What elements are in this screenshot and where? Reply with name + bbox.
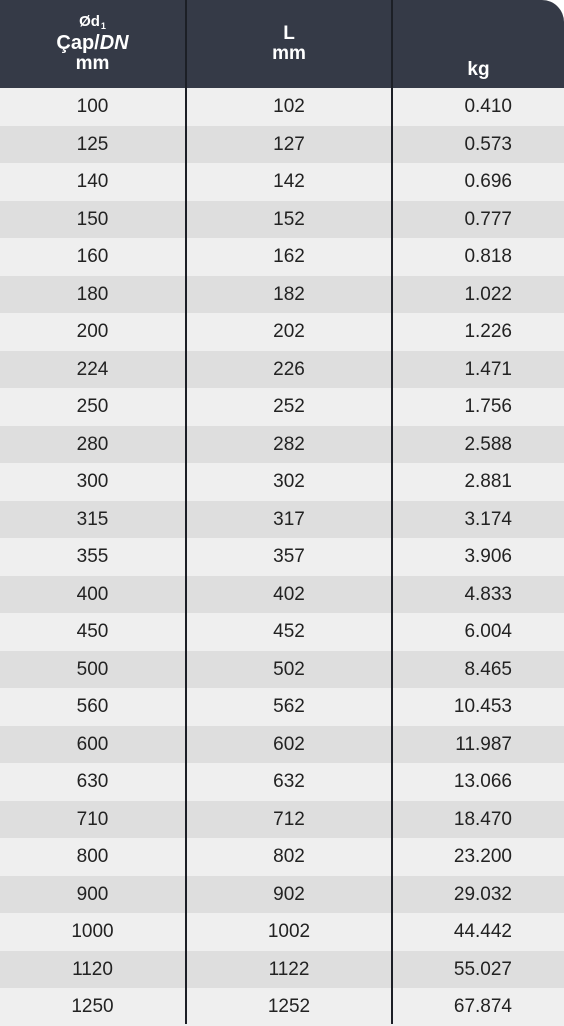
cell-weight: 0.777: [464, 208, 512, 230]
table-row: [0, 651, 564, 689]
cell-length: 102: [273, 96, 305, 117]
cell-length: 162: [273, 246, 305, 267]
cell-length: 502: [273, 658, 305, 680]
diameter-label-italic: DN: [99, 32, 129, 55]
header-weight-label: kg: [467, 59, 490, 81]
diameter-symbol-subscript: 1: [100, 20, 106, 31]
cell-weight: 55.027: [453, 958, 512, 980]
header-diameter-unit: mm: [75, 53, 110, 75]
header-length-unit: mm: [272, 43, 306, 64]
cell-length: 452: [273, 621, 305, 642]
header-weight: [393, 0, 564, 88]
table-row: [0, 726, 564, 764]
table-header: [0, 0, 564, 88]
cell-length: 142: [273, 171, 305, 192]
cell-diameter: 180: [76, 283, 109, 305]
diameter-symbol-text: Ød: [79, 12, 100, 30]
cell-diameter: 140: [76, 171, 109, 192]
table-row: [0, 238, 564, 276]
cell-length: 802: [273, 846, 305, 867]
cell-length: 402: [273, 583, 305, 605]
table-row: [0, 126, 564, 164]
cell-diameter: 300: [76, 471, 109, 492]
table-row: [0, 576, 564, 614]
cell-diameter: 400: [76, 583, 109, 605]
table-row: [0, 613, 564, 651]
cell-length: 602: [273, 733, 305, 755]
cell-weight: 10.453: [453, 696, 512, 717]
cell-diameter: 315: [76, 508, 109, 530]
table-row: [0, 463, 564, 501]
table-row: [0, 838, 564, 876]
cell-weight: 23.200: [453, 846, 512, 867]
cell-length: 182: [273, 283, 305, 305]
cell-diameter: 250: [76, 396, 109, 417]
table-row: [0, 538, 564, 576]
cell-weight: 8.465: [464, 658, 512, 680]
cell-diameter: 224: [76, 358, 109, 380]
cell-length: 632: [273, 771, 305, 792]
cell-length: 127: [273, 133, 305, 155]
cell-diameter: 100: [76, 96, 109, 117]
table-row: [0, 913, 564, 951]
table-row: [0, 163, 564, 201]
diameter-label-plain: Çap/: [56, 32, 100, 55]
cell-diameter: 630: [76, 771, 109, 792]
cell-weight: 1.226: [464, 321, 512, 342]
cell-diameter: 560: [76, 696, 109, 717]
table-row: [0, 801, 564, 839]
cell-length: 302: [273, 471, 305, 492]
cell-diameter: 280: [76, 433, 109, 455]
cell-diameter: 160: [76, 246, 109, 267]
header-diameter-label: [56, 33, 128, 54]
cell-length: 252: [273, 396, 305, 417]
cell-weight: 29.032: [453, 883, 512, 905]
table-row: [0, 988, 564, 1026]
cell-diameter: 125: [76, 133, 109, 155]
cell-weight: 18.470: [453, 808, 512, 830]
cell-length: 226: [273, 358, 305, 380]
table-row: [0, 351, 564, 389]
cell-weight: 0.573: [464, 133, 512, 155]
cell-weight: 3.906: [464, 546, 512, 567]
table-row: [0, 688, 564, 726]
table-body: [0, 88, 564, 1026]
cell-weight: 1.756: [464, 396, 512, 417]
cell-length: 1122: [268, 958, 310, 980]
cell-diameter: 355: [76, 546, 109, 567]
cell-diameter: 500: [76, 658, 109, 680]
cell-length: 1252: [267, 996, 311, 1017]
cell-length: 357: [273, 546, 305, 567]
cell-weight: 11.987: [455, 733, 512, 755]
cell-weight: 6.004: [464, 621, 512, 642]
header-diameter-symbol: [79, 14, 106, 31]
cell-weight: 0.818: [464, 246, 512, 267]
table-row: [0, 763, 564, 801]
header-diameter: [0, 0, 185, 88]
cell-weight: 2.881: [464, 471, 512, 492]
table-row: [0, 88, 564, 126]
cell-diameter: 1000: [71, 921, 114, 942]
cell-length: 152: [273, 208, 305, 230]
cell-diameter: 800: [76, 846, 109, 867]
cell-diameter: 900: [76, 883, 109, 905]
cell-weight: 44.442: [453, 921, 512, 942]
cell-diameter: 200: [76, 321, 109, 342]
header-length-label: L: [283, 23, 295, 45]
header-length: [187, 0, 391, 88]
table-row: [0, 313, 564, 351]
table-row: [0, 951, 564, 989]
cell-diameter: 450: [76, 621, 109, 642]
column-divider: [391, 0, 393, 1024]
cell-diameter: 710: [76, 808, 109, 830]
cell-length: 317: [273, 508, 305, 530]
table-row: [0, 501, 564, 539]
cell-weight: 2.588: [464, 433, 512, 455]
cell-weight: 67.874: [453, 996, 512, 1017]
table-row: [0, 388, 564, 426]
cell-length: 202: [273, 321, 305, 342]
cell-length: 712: [273, 808, 305, 830]
cell-diameter: 1120: [72, 958, 113, 980]
table-row: [0, 276, 564, 314]
cell-length: 1002: [267, 921, 311, 942]
table-row: [0, 201, 564, 239]
cell-weight: 3.174: [464, 508, 512, 530]
cell-diameter: 600: [76, 733, 109, 755]
cell-weight: 1.022: [464, 283, 512, 305]
cell-length: 902: [273, 883, 305, 905]
cell-length: 562: [273, 696, 305, 717]
cell-weight: 0.410: [464, 96, 512, 117]
table-row: [0, 876, 564, 914]
cell-weight: 1.471: [464, 358, 512, 380]
cell-length: 282: [273, 433, 305, 455]
table-row: [0, 426, 564, 464]
cell-weight: 0.696: [464, 171, 512, 192]
cell-weight: 4.833: [464, 583, 512, 605]
cell-diameter: 1250: [71, 996, 114, 1017]
column-divider: [185, 0, 187, 1024]
cell-weight: 13.066: [453, 771, 512, 792]
cell-diameter: 150: [76, 208, 109, 230]
